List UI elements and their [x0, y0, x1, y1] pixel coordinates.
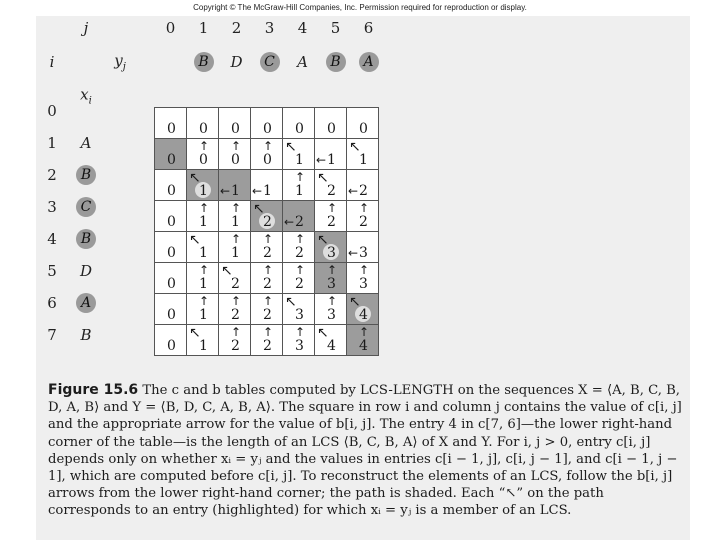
left-arrow-icon: ←: [348, 184, 359, 198]
cell-value: 1: [327, 152, 336, 168]
cell-value: 2: [231, 276, 240, 292]
col-index-3: 3: [264, 19, 275, 37]
cell-value: 2: [295, 214, 304, 230]
table-cell-2-4: [283, 170, 315, 201]
cell-value: 4: [327, 338, 336, 354]
cell-value: 3: [359, 276, 368, 292]
table-cell-5-3: [251, 263, 283, 294]
table-cell-4-6: [347, 232, 379, 263]
diagonal-arrow-icon: ↖: [189, 325, 201, 341]
table-cell-3-3: [251, 201, 283, 232]
table-cell-0-2: [219, 108, 251, 139]
cell-value: 2: [263, 307, 272, 323]
table-cell-2-3: [251, 170, 283, 201]
cell-value: 1: [231, 183, 240, 199]
table-cell-6-0: [155, 294, 187, 325]
up-arrow-icon: ↑: [199, 201, 210, 215]
table-cell-6-2: [219, 294, 251, 325]
left-arrow-icon: ←: [316, 153, 327, 167]
table-cell-5-0: [155, 263, 187, 294]
table-cell-2-1: [187, 170, 219, 201]
diagonal-arrow-icon: ↖: [317, 325, 329, 341]
col-letter-1: B: [194, 52, 214, 72]
up-arrow-icon: ↑: [295, 325, 306, 339]
table-cell-3-5: [315, 201, 347, 232]
row-index-4: 4: [47, 230, 57, 248]
x-subscript: i: [88, 95, 92, 107]
row-letter-6: A: [76, 293, 96, 313]
up-arrow-icon: ↑: [231, 232, 242, 246]
cell-value: 0: [167, 338, 176, 354]
table-cell-2-5: [315, 170, 347, 201]
row-letter-7: B: [80, 326, 92, 344]
y-row-label: [114, 52, 126, 73]
table-cell-7-0: [155, 325, 187, 356]
table-cell-3-1: [187, 201, 219, 232]
j-axis-label: j: [83, 19, 89, 37]
figure-label: Figure 15.6: [48, 382, 139, 398]
cell-value: 0: [359, 121, 368, 137]
col-index-2: 2: [231, 19, 242, 37]
y-subscript: j: [122, 61, 126, 73]
row-letter-5: D: [79, 262, 93, 280]
cell-value: 2: [263, 245, 272, 261]
table-cell-2-2: [219, 170, 251, 201]
cell-value: 2: [231, 307, 240, 323]
table-row: [155, 139, 379, 170]
x-letter: x: [80, 85, 89, 104]
cell-value: 3: [327, 276, 336, 292]
up-arrow-icon: ↑: [359, 263, 370, 277]
table-cell-0-4: [283, 108, 315, 139]
table-cell-5-1: [187, 263, 219, 294]
cell-value: 2: [295, 245, 304, 261]
table-cell-3-4: [283, 201, 315, 232]
table-cell-5-4: [283, 263, 315, 294]
diagonal-arrow-icon: ↖: [349, 294, 361, 310]
col-index-5: 5: [330, 19, 341, 37]
table-cell-0-3: [251, 108, 283, 139]
cell-value: 3: [295, 338, 304, 354]
cell-value: 2: [263, 214, 272, 230]
table-cell-0-0: [155, 108, 187, 139]
col-letter-5: B: [326, 52, 346, 72]
up-arrow-icon: ↑: [231, 201, 242, 215]
table-cell-5-6: [347, 263, 379, 294]
table-row: [155, 232, 379, 263]
table-cell-6-4: [283, 294, 315, 325]
left-arrow-icon: ←: [220, 184, 231, 198]
cell-value: 1: [199, 276, 208, 292]
table-cell-7-6: [347, 325, 379, 356]
table-cell-3-2: [219, 201, 251, 232]
left-arrow-icon: ←: [252, 184, 263, 198]
cell-value: 1: [199, 338, 208, 354]
cell-value: 2: [263, 338, 272, 354]
col-letter-6: A: [359, 52, 379, 72]
cell-value: 1: [199, 245, 208, 261]
table-cell-6-3: [251, 294, 283, 325]
cell-value: 1: [199, 307, 208, 323]
cell-value: 0: [199, 121, 208, 137]
cell-value: 0: [167, 245, 176, 261]
cell-value: 0: [167, 214, 176, 230]
table-cell-1-5: [315, 139, 347, 170]
row-index-5: 5: [47, 262, 57, 280]
cell-value: 4: [359, 338, 368, 354]
cell-value: 0: [167, 121, 176, 137]
cell-value: 0: [167, 276, 176, 292]
table-cell-5-5: [315, 263, 347, 294]
diagonal-arrow-icon: ↖: [253, 201, 265, 217]
col-letter-4: A: [297, 53, 308, 71]
table-cell-6-6: [347, 294, 379, 325]
row-letter-2: B: [76, 165, 96, 185]
cell-value: 3: [327, 307, 336, 323]
table-cell-0-6: [347, 108, 379, 139]
table-cell-1-2: [219, 139, 251, 170]
table-cell-4-5: [315, 232, 347, 263]
cell-value: 1: [231, 214, 240, 230]
cell-value: 4: [359, 307, 368, 323]
table-cell-7-5: [315, 325, 347, 356]
up-arrow-icon: ↑: [295, 170, 306, 184]
table-cell-2-0: [155, 170, 187, 201]
cell-value: 0: [167, 152, 176, 168]
table-cell-4-3: [251, 232, 283, 263]
up-arrow-icon: ↑: [263, 139, 274, 153]
diagonal-arrow-icon: ↖: [221, 263, 233, 279]
row-index-0: 0: [47, 102, 57, 120]
cell-value: 1: [231, 245, 240, 261]
table-cell-6-1: [187, 294, 219, 325]
up-arrow-icon: ↑: [263, 325, 274, 339]
table-row: [155, 170, 379, 201]
up-arrow-icon: ↑: [231, 325, 242, 339]
table-cell-6-5: [315, 294, 347, 325]
table-cell-4-2: [219, 232, 251, 263]
diagonal-arrow-icon: ↖: [285, 139, 297, 155]
up-arrow-icon: ↑: [231, 139, 242, 153]
table-cell-7-4: [283, 325, 315, 356]
x-col-label: [80, 86, 92, 107]
up-arrow-icon: ↑: [263, 263, 274, 277]
row-index-6: 6: [47, 294, 57, 312]
left-arrow-icon: ←: [348, 246, 359, 260]
up-arrow-icon: ↑: [327, 263, 338, 277]
up-arrow-icon: ↑: [199, 263, 210, 277]
table-cell-5-2: [219, 263, 251, 294]
cell-value: 1: [199, 183, 208, 199]
cell-value: 1: [295, 183, 304, 199]
table-cell-7-1: [187, 325, 219, 356]
i-axis-label: i: [49, 53, 55, 71]
table-cell-3-0: [155, 201, 187, 232]
diagonal-arrow-icon: ↖: [349, 139, 361, 155]
cell-value: 1: [199, 214, 208, 230]
col-letter-3: C: [260, 52, 280, 72]
cell-value: 3: [295, 307, 304, 323]
table-cell-0-1: [187, 108, 219, 139]
up-arrow-icon: ↑: [199, 139, 210, 153]
table-cell-1-0: [155, 139, 187, 170]
diagonal-arrow-icon: ↖: [317, 232, 329, 248]
table-cell-1-6: [347, 139, 379, 170]
cell-value: 2: [359, 183, 368, 199]
up-arrow-icon: ↑: [231, 294, 242, 308]
up-arrow-icon: ↑: [295, 263, 306, 277]
cell-value: 0: [263, 152, 272, 168]
cell-value: 2: [263, 276, 272, 292]
cell-value: 0: [231, 121, 240, 137]
diagonal-arrow-icon: ↖: [189, 170, 201, 186]
table-cell-4-1: [187, 232, 219, 263]
table-cell-3-6: [347, 201, 379, 232]
up-arrow-icon: ↑: [263, 232, 274, 246]
col-index-0: 0: [165, 19, 176, 37]
cell-value: 2: [359, 214, 368, 230]
table-row: [155, 294, 379, 325]
table-cell-1-4: [283, 139, 315, 170]
copyright-notice: Copyright © The McGraw-Hill Companies, Inc. Permission required for reproduction or display.: [193, 3, 527, 12]
table-row: [155, 201, 379, 232]
cell-value: 2: [327, 183, 336, 199]
col-index-1: 1: [198, 19, 209, 37]
diagonal-arrow-icon: ↖: [317, 170, 329, 186]
cell-value: 0: [167, 307, 176, 323]
lcs-table: [154, 107, 379, 356]
row-index-3: 3: [47, 198, 57, 216]
row-index-7: 7: [47, 326, 57, 344]
cell-value: 0: [327, 121, 336, 137]
table-cell-7-3: [251, 325, 283, 356]
row-letter-3: C: [76, 197, 96, 217]
cell-value: 3: [359, 245, 368, 261]
cell-value: 1: [359, 152, 368, 168]
table-cell-1-1: [187, 139, 219, 170]
table-cell-4-4: [283, 232, 315, 263]
up-arrow-icon: ↑: [359, 201, 370, 215]
row-letter-4: B: [76, 229, 96, 249]
diagonal-arrow-icon: ↖: [285, 294, 297, 310]
table-cell-1-3: [251, 139, 283, 170]
y-letter: y: [114, 51, 123, 70]
col-index-4: 4: [297, 19, 308, 37]
table-row: [155, 108, 379, 139]
col-index-6: 6: [363, 19, 374, 37]
row-index-1: 1: [47, 134, 57, 152]
cell-value: 0: [167, 183, 176, 199]
cell-value: 0: [199, 152, 208, 168]
row-index-2: 2: [47, 166, 57, 184]
cell-value: 2: [231, 338, 240, 354]
cell-value: 0: [263, 121, 272, 137]
up-arrow-icon: ↑: [263, 294, 274, 308]
table-cell-4-0: [155, 232, 187, 263]
table-row: [155, 263, 379, 294]
figure-caption: [48, 382, 688, 520]
up-arrow-icon: ↑: [359, 325, 370, 339]
cell-value: 0: [295, 121, 304, 137]
caption-text: The c and b tables computed by LCS-LENGTH on the sequences X = ⟨A, B, C, B, D, A, B⟩ and Y = ⟨B, D, C, A, B, A⟩. The square in row i and column j contains the value of c[i, j] and the appropriate arrow for the value of b[i, j]. The entry 4 in c[7, 6]—the lower right-hand corner of the table—is the length of an LCS ⟨B, C, B, A⟩ of X and Y. For i, j > 0, entry c[i, j] depends only on whether xᵢ = yⱼ and the values in entries c[i − 1, j], c[i, j − 1], and c[i − 1, j − 1], which are computed before c[i, j]. To reconstruct the elements of an LCS, follow the b[i, j] arrows from the lower right-hand corner; the path is shaded. Each “↖” on the path corresponds to an entry (highlighted) for which xᵢ = yⱼ is a member of an LCS.: [48, 383, 682, 519]
table-cell-2-6: [347, 170, 379, 201]
left-arrow-icon: ←: [284, 215, 295, 229]
table-cell-0-5: [315, 108, 347, 139]
up-arrow-icon: ↑: [295, 232, 306, 246]
cell-value: 3: [327, 245, 336, 261]
cell-value: 1: [295, 152, 304, 168]
table-cell-7-2: [219, 325, 251, 356]
up-arrow-icon: ↑: [199, 294, 210, 308]
cell-value: 2: [327, 214, 336, 230]
table-row: [155, 325, 379, 356]
diagonal-arrow-icon: ↖: [189, 232, 201, 248]
cell-value: 1: [263, 183, 272, 199]
cell-value: 0: [231, 152, 240, 168]
row-letter-1: A: [80, 134, 92, 152]
col-letter-2: D: [230, 53, 243, 71]
up-arrow-icon: ↑: [327, 294, 338, 308]
cell-value: 2: [295, 276, 304, 292]
up-arrow-icon: ↑: [327, 201, 338, 215]
